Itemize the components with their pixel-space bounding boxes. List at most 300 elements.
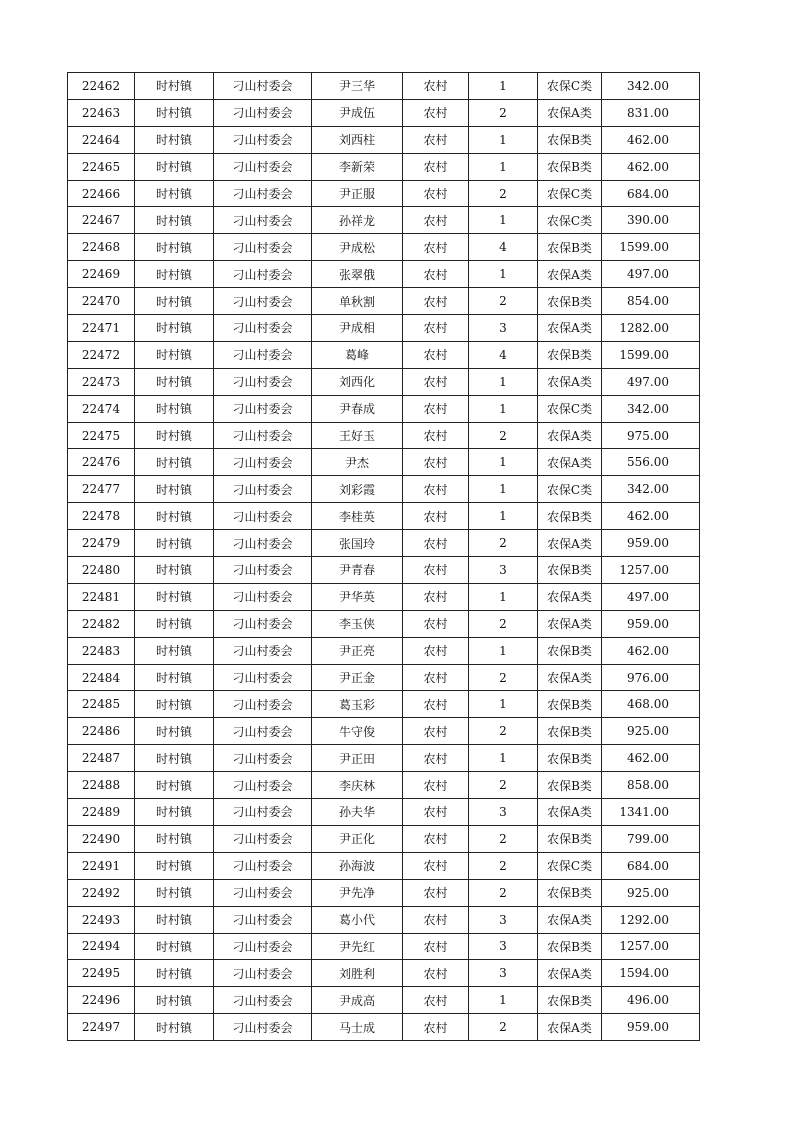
area-type-cell: 农村: [403, 933, 469, 960]
amount-cell: 925.00: [602, 879, 700, 906]
household-count-cell: 2: [469, 879, 538, 906]
table-row: [68, 449, 700, 476]
person-name-cell: 尹成高: [312, 987, 403, 1014]
village-committee-cell: 刁山村委会: [214, 772, 312, 799]
table-row: [68, 422, 700, 449]
amount-cell: 462.00: [602, 637, 700, 664]
village-committee-cell: 刁山村委会: [214, 691, 312, 718]
amount-cell: 975.00: [602, 422, 700, 449]
village-committee-cell: 刁山村委会: [214, 368, 312, 395]
village-committee-cell: 刁山村委会: [214, 207, 312, 234]
insurance-category-cell: 农保B类: [538, 341, 602, 368]
area-type-cell: 农村: [403, 637, 469, 664]
village-committee-cell: 刁山村委会: [214, 1014, 312, 1041]
village-committee-cell: 刁山村委会: [214, 852, 312, 879]
household-count-cell: 3: [469, 933, 538, 960]
household-count-cell: 1: [469, 449, 538, 476]
town-cell: 时村镇: [135, 449, 214, 476]
person-name-cell: 孙海波: [312, 852, 403, 879]
town-cell: 时村镇: [135, 960, 214, 987]
table-row: [68, 476, 700, 503]
table-row: [68, 960, 700, 987]
area-type-cell: 农村: [403, 73, 469, 100]
amount-cell: 799.00: [602, 825, 700, 852]
household-count-cell: 1: [469, 987, 538, 1014]
area-type-cell: 农村: [403, 449, 469, 476]
person-name-cell: 孙夫华: [312, 799, 403, 826]
person-name-cell: 尹春成: [312, 395, 403, 422]
area-type-cell: 农村: [403, 852, 469, 879]
town-cell: 时村镇: [135, 207, 214, 234]
town-cell: 时村镇: [135, 476, 214, 503]
area-type-cell: 农村: [403, 557, 469, 584]
household-count-cell: 2: [469, 852, 538, 879]
insurance-category-cell: 农保B类: [538, 637, 602, 664]
area-type-cell: 农村: [403, 691, 469, 718]
amount-cell: 684.00: [602, 180, 700, 207]
person-name-cell: 张翠俄: [312, 261, 403, 288]
amount-cell: 1257.00: [602, 933, 700, 960]
amount-cell: 1599.00: [602, 341, 700, 368]
record-id-cell: 22489: [68, 799, 135, 826]
village-committee-cell: 刁山村委会: [214, 449, 312, 476]
table-row: [68, 772, 700, 799]
area-type-cell: 农村: [403, 180, 469, 207]
amount-cell: 462.00: [602, 126, 700, 153]
village-committee-cell: 刁山村委会: [214, 879, 312, 906]
town-cell: 时村镇: [135, 799, 214, 826]
amount-cell: 959.00: [602, 530, 700, 557]
amount-cell: 497.00: [602, 583, 700, 610]
amount-cell: 342.00: [602, 476, 700, 503]
table-row: [68, 933, 700, 960]
person-name-cell: 李庆林: [312, 772, 403, 799]
amount-cell: 1292.00: [602, 906, 700, 933]
town-cell: 时村镇: [135, 422, 214, 449]
insurance-category-cell: 农保A类: [538, 664, 602, 691]
amount-cell: 858.00: [602, 772, 700, 799]
record-id-cell: 22497: [68, 1014, 135, 1041]
amount-cell: 925.00: [602, 718, 700, 745]
town-cell: 时村镇: [135, 772, 214, 799]
insurance-category-cell: 农保B类: [538, 933, 602, 960]
amount-cell: 342.00: [602, 73, 700, 100]
household-count-cell: 3: [469, 906, 538, 933]
area-type-cell: 农村: [403, 422, 469, 449]
record-id-cell: 22486: [68, 718, 135, 745]
area-type-cell: 农村: [403, 153, 469, 180]
person-name-cell: 马士成: [312, 1014, 403, 1041]
household-count-cell: 1: [469, 368, 538, 395]
amount-cell: 1257.00: [602, 557, 700, 584]
person-name-cell: 刘胜利: [312, 960, 403, 987]
table-row: [68, 583, 700, 610]
area-type-cell: 农村: [403, 745, 469, 772]
insurance-category-cell: 农保C类: [538, 207, 602, 234]
town-cell: 时村镇: [135, 530, 214, 557]
town-cell: 时村镇: [135, 341, 214, 368]
area-type-cell: 农村: [403, 530, 469, 557]
table-row: [68, 745, 700, 772]
record-id-cell: 22469: [68, 261, 135, 288]
town-cell: 时村镇: [135, 879, 214, 906]
table-row: [68, 557, 700, 584]
town-cell: 时村镇: [135, 261, 214, 288]
area-type-cell: 农村: [403, 234, 469, 261]
person-name-cell: 牛守俊: [312, 718, 403, 745]
household-count-cell: 1: [469, 207, 538, 234]
town-cell: 时村镇: [135, 825, 214, 852]
area-type-cell: 农村: [403, 772, 469, 799]
record-id-cell: 22492: [68, 879, 135, 906]
household-count-cell: 1: [469, 73, 538, 100]
table-row: [68, 825, 700, 852]
household-count-cell: 1: [469, 126, 538, 153]
household-count-cell: 2: [469, 1014, 538, 1041]
village-committee-cell: 刁山村委会: [214, 906, 312, 933]
town-cell: 时村镇: [135, 557, 214, 584]
town-cell: 时村镇: [135, 99, 214, 126]
town-cell: 时村镇: [135, 234, 214, 261]
record-id-cell: 22472: [68, 341, 135, 368]
town-cell: 时村镇: [135, 315, 214, 342]
town-cell: 时村镇: [135, 745, 214, 772]
amount-cell: 831.00: [602, 99, 700, 126]
person-name-cell: 李新荣: [312, 153, 403, 180]
area-type-cell: 农村: [403, 207, 469, 234]
record-id-cell: 22482: [68, 610, 135, 637]
area-type-cell: 农村: [403, 126, 469, 153]
person-name-cell: 尹先红: [312, 933, 403, 960]
amount-cell: 497.00: [602, 261, 700, 288]
table-row: [68, 610, 700, 637]
record-id-cell: 22478: [68, 503, 135, 530]
table-row: [68, 126, 700, 153]
household-count-cell: 2: [469, 180, 538, 207]
record-id-cell: 22488: [68, 772, 135, 799]
village-committee-cell: 刁山村委会: [214, 180, 312, 207]
table-row: [68, 341, 700, 368]
records-table: [67, 72, 700, 1041]
insurance-category-cell: 农保C类: [538, 180, 602, 207]
person-name-cell: 葛峰: [312, 341, 403, 368]
town-cell: 时村镇: [135, 691, 214, 718]
table-row: [68, 234, 700, 261]
records-table-body: [68, 73, 700, 1041]
table-row: [68, 503, 700, 530]
area-type-cell: 农村: [403, 825, 469, 852]
person-name-cell: 尹华英: [312, 583, 403, 610]
insurance-category-cell: 农保A类: [538, 422, 602, 449]
household-count-cell: 1: [469, 153, 538, 180]
table-row: [68, 664, 700, 691]
village-committee-cell: 刁山村委会: [214, 530, 312, 557]
area-type-cell: 农村: [403, 664, 469, 691]
village-committee-cell: 刁山村委会: [214, 825, 312, 852]
village-committee-cell: 刁山村委会: [214, 288, 312, 315]
village-committee-cell: 刁山村委会: [214, 987, 312, 1014]
insurance-category-cell: 农保C类: [538, 395, 602, 422]
record-id-cell: 22491: [68, 852, 135, 879]
record-id-cell: 22466: [68, 180, 135, 207]
insurance-category-cell: 农保A类: [538, 449, 602, 476]
table-row: [68, 207, 700, 234]
village-committee-cell: 刁山村委会: [214, 664, 312, 691]
insurance-category-cell: 农保B类: [538, 879, 602, 906]
household-count-cell: 4: [469, 234, 538, 261]
table-row: [68, 906, 700, 933]
household-count-cell: 2: [469, 825, 538, 852]
village-committee-cell: 刁山村委会: [214, 234, 312, 261]
household-count-cell: 3: [469, 557, 538, 584]
record-id-cell: 22494: [68, 933, 135, 960]
table-row: [68, 879, 700, 906]
amount-cell: 854.00: [602, 288, 700, 315]
amount-cell: 462.00: [602, 745, 700, 772]
amount-cell: 684.00: [602, 852, 700, 879]
record-id-cell: 22480: [68, 557, 135, 584]
person-name-cell: 刘西化: [312, 368, 403, 395]
village-committee-cell: 刁山村委会: [214, 583, 312, 610]
record-id-cell: 22479: [68, 530, 135, 557]
person-name-cell: 尹杰: [312, 449, 403, 476]
record-id-cell: 22475: [68, 422, 135, 449]
town-cell: 时村镇: [135, 126, 214, 153]
amount-cell: 462.00: [602, 153, 700, 180]
person-name-cell: 尹青春: [312, 557, 403, 584]
person-name-cell: 葛玉彩: [312, 691, 403, 718]
village-committee-cell: 刁山村委会: [214, 933, 312, 960]
village-committee-cell: 刁山村委会: [214, 341, 312, 368]
record-id-cell: 22465: [68, 153, 135, 180]
insurance-category-cell: 农保C类: [538, 852, 602, 879]
table-row: [68, 315, 700, 342]
table-row: [68, 852, 700, 879]
town-cell: 时村镇: [135, 718, 214, 745]
village-committee-cell: 刁山村委会: [214, 395, 312, 422]
village-committee-cell: 刁山村委会: [214, 99, 312, 126]
town-cell: 时村镇: [135, 906, 214, 933]
village-committee-cell: 刁山村委会: [214, 799, 312, 826]
record-id-cell: 22473: [68, 368, 135, 395]
area-type-cell: 农村: [403, 610, 469, 637]
amount-cell: 390.00: [602, 207, 700, 234]
household-count-cell: 2: [469, 772, 538, 799]
town-cell: 时村镇: [135, 1014, 214, 1041]
record-id-cell: 22463: [68, 99, 135, 126]
household-count-cell: 1: [469, 691, 538, 718]
household-count-cell: 1: [469, 503, 538, 530]
village-committee-cell: 刁山村委会: [214, 261, 312, 288]
village-committee-cell: 刁山村委会: [214, 557, 312, 584]
village-committee-cell: 刁山村委会: [214, 73, 312, 100]
table-row: [68, 1014, 700, 1041]
area-type-cell: 农村: [403, 799, 469, 826]
record-id-cell: 22487: [68, 745, 135, 772]
insurance-category-cell: 农保B类: [538, 772, 602, 799]
household-count-cell: 2: [469, 718, 538, 745]
table-row: [68, 799, 700, 826]
table-row: [68, 987, 700, 1014]
person-name-cell: 尹正亮: [312, 637, 403, 664]
person-name-cell: 尹成伍: [312, 99, 403, 126]
record-id-cell: 22481: [68, 583, 135, 610]
area-type-cell: 农村: [403, 503, 469, 530]
village-committee-cell: 刁山村委会: [214, 422, 312, 449]
amount-cell: 556.00: [602, 449, 700, 476]
person-name-cell: 尹先净: [312, 879, 403, 906]
insurance-category-cell: 农保B类: [538, 987, 602, 1014]
amount-cell: 1599.00: [602, 234, 700, 261]
table-row: [68, 395, 700, 422]
record-id-cell: 22477: [68, 476, 135, 503]
town-cell: 时村镇: [135, 664, 214, 691]
village-committee-cell: 刁山村委会: [214, 503, 312, 530]
insurance-category-cell: 农保A类: [538, 368, 602, 395]
person-name-cell: 尹正金: [312, 664, 403, 691]
area-type-cell: 农村: [403, 368, 469, 395]
insurance-category-cell: 农保B类: [538, 745, 602, 772]
person-name-cell: 张国玲: [312, 530, 403, 557]
village-committee-cell: 刁山村委会: [214, 153, 312, 180]
record-id-cell: 22470: [68, 288, 135, 315]
household-count-cell: 3: [469, 315, 538, 342]
area-type-cell: 农村: [403, 395, 469, 422]
person-name-cell: 尹成松: [312, 234, 403, 261]
insurance-category-cell: 农保A类: [538, 799, 602, 826]
table-row: [68, 368, 700, 395]
town-cell: 时村镇: [135, 610, 214, 637]
household-count-cell: 2: [469, 610, 538, 637]
person-name-cell: 王好玉: [312, 422, 403, 449]
amount-cell: 1594.00: [602, 960, 700, 987]
record-id-cell: 22464: [68, 126, 135, 153]
area-type-cell: 农村: [403, 1014, 469, 1041]
person-name-cell: 李玉侠: [312, 610, 403, 637]
table-row: [68, 180, 700, 207]
insurance-category-cell: 农保A类: [538, 1014, 602, 1041]
household-count-cell: 1: [469, 395, 538, 422]
town-cell: 时村镇: [135, 368, 214, 395]
person-name-cell: 尹正服: [312, 180, 403, 207]
household-count-cell: 1: [469, 745, 538, 772]
amount-cell: 468.00: [602, 691, 700, 718]
table-row: [68, 718, 700, 745]
record-id-cell: 22476: [68, 449, 135, 476]
town-cell: 时村镇: [135, 180, 214, 207]
record-id-cell: 22484: [68, 664, 135, 691]
insurance-category-cell: 农保B类: [538, 557, 602, 584]
household-count-cell: 4: [469, 341, 538, 368]
amount-cell: 1341.00: [602, 799, 700, 826]
household-count-cell: 1: [469, 583, 538, 610]
area-type-cell: 农村: [403, 99, 469, 126]
person-name-cell: 单秋割: [312, 288, 403, 315]
person-name-cell: 尹正田: [312, 745, 403, 772]
village-committee-cell: 刁山村委会: [214, 315, 312, 342]
table-row: [68, 261, 700, 288]
town-cell: 时村镇: [135, 583, 214, 610]
record-id-cell: 22495: [68, 960, 135, 987]
person-name-cell: 刘西柱: [312, 126, 403, 153]
insurance-category-cell: 农保B类: [538, 718, 602, 745]
table-row: [68, 637, 700, 664]
insurance-category-cell: 农保B类: [538, 126, 602, 153]
insurance-category-cell: 农保A类: [538, 960, 602, 987]
town-cell: 时村镇: [135, 852, 214, 879]
person-name-cell: 李桂英: [312, 503, 403, 530]
town-cell: 时村镇: [135, 637, 214, 664]
town-cell: 时村镇: [135, 73, 214, 100]
household-count-cell: 2: [469, 530, 538, 557]
record-id-cell: 22490: [68, 825, 135, 852]
person-name-cell: 葛小代: [312, 906, 403, 933]
village-committee-cell: 刁山村委会: [214, 745, 312, 772]
area-type-cell: 农村: [403, 315, 469, 342]
record-id-cell: 22474: [68, 395, 135, 422]
insurance-category-cell: 农保B类: [538, 153, 602, 180]
record-id-cell: 22462: [68, 73, 135, 100]
area-type-cell: 农村: [403, 261, 469, 288]
insurance-category-cell: 农保B类: [538, 288, 602, 315]
household-count-cell: 1: [469, 637, 538, 664]
amount-cell: 976.00: [602, 664, 700, 691]
table-row: [68, 691, 700, 718]
village-committee-cell: 刁山村委会: [214, 126, 312, 153]
record-id-cell: 22483: [68, 637, 135, 664]
table-row: [68, 530, 700, 557]
insurance-category-cell: 农保A类: [538, 99, 602, 126]
amount-cell: 1282.00: [602, 315, 700, 342]
amount-cell: 462.00: [602, 503, 700, 530]
insurance-category-cell: 农保C类: [538, 73, 602, 100]
area-type-cell: 农村: [403, 583, 469, 610]
village-committee-cell: 刁山村委会: [214, 718, 312, 745]
area-type-cell: 农村: [403, 960, 469, 987]
household-count-cell: 3: [469, 799, 538, 826]
record-id-cell: 22468: [68, 234, 135, 261]
town-cell: 时村镇: [135, 395, 214, 422]
person-name-cell: 尹正化: [312, 825, 403, 852]
person-name-cell: 刘彩霞: [312, 476, 403, 503]
insurance-category-cell: 农保A类: [538, 583, 602, 610]
record-id-cell: 22467: [68, 207, 135, 234]
household-count-cell: 3: [469, 960, 538, 987]
area-type-cell: 农村: [403, 341, 469, 368]
village-committee-cell: 刁山村委会: [214, 610, 312, 637]
household-count-cell: 1: [469, 476, 538, 503]
amount-cell: 496.00: [602, 987, 700, 1014]
insurance-category-cell: 农保C类: [538, 476, 602, 503]
amount-cell: 342.00: [602, 395, 700, 422]
person-name-cell: 尹成相: [312, 315, 403, 342]
household-count-cell: 2: [469, 288, 538, 315]
table-row: [68, 73, 700, 100]
area-type-cell: 农村: [403, 879, 469, 906]
amount-cell: 497.00: [602, 368, 700, 395]
record-id-cell: 22493: [68, 906, 135, 933]
insurance-category-cell: 农保B类: [538, 825, 602, 852]
insurance-category-cell: 农保A类: [538, 530, 602, 557]
household-count-cell: 2: [469, 664, 538, 691]
household-count-cell: 1: [469, 261, 538, 288]
table-row: [68, 153, 700, 180]
town-cell: 时村镇: [135, 153, 214, 180]
area-type-cell: 农村: [403, 288, 469, 315]
insurance-category-cell: 农保A类: [538, 610, 602, 637]
amount-cell: 959.00: [602, 1014, 700, 1041]
table-row: [68, 99, 700, 126]
